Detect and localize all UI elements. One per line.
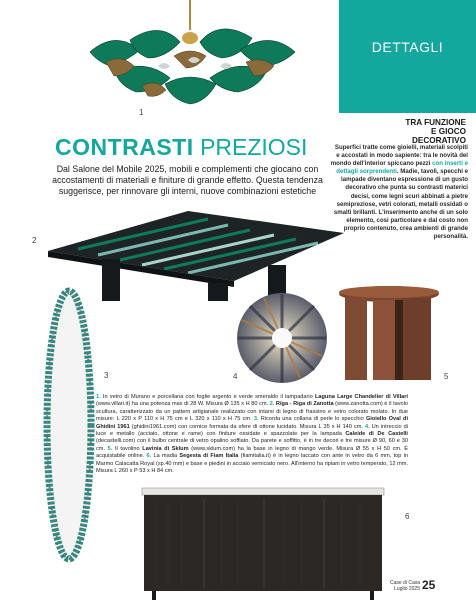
caption-product: Riga - Riga di Zanotta: [274, 401, 334, 408]
chandelier-image: [70, 0, 310, 112]
sidebar-body-accent: con inserti e dettagli sorprendenti: [336, 160, 468, 176]
caption-part: Il tavolino: [112, 445, 143, 452]
caption-product: Laguna Large Chandelier di Villari: [314, 394, 408, 400]
caption-part: In vetro di Murano e porcellana con foglie argento e verde smeraldo il lampadario: [100, 394, 315, 400]
sidebar-body-text: . Madie, tavoli, specchi e lampade diventano espressione di un gusto decorativo che punta su contrasti materici decisi, come legni scuri abbinati a pietre semipreziose, vetri colorati, metalli ossidati o smalti brillanti. L'inserimento anche di un solo elemento, così particolare e dal costo non proprio contenuto, crea ambienti di grande personalità.: [333, 168, 468, 241]
sidebar-title-line: DECORATIVO: [412, 136, 466, 145]
caption-number: 4.: [364, 423, 370, 430]
figure-number-4: 4: [233, 372, 238, 381]
sidebar-title-line: TRA FUNZIONE: [405, 118, 466, 127]
caption-product: Caleide di De Castelli: [345, 431, 408, 438]
magazine-name: [380, 580, 420, 592]
figure-number-2: 2: [32, 236, 37, 245]
caption-product: Lavinia di Sklum: [142, 445, 189, 452]
caption-part: (www.villari.it) ha una potenza max di 28 W. Misura Ø 135 x H 80 cm.: [96, 401, 270, 408]
caption-part: (decastelli.com) con il bulbo centrale di vetro opalino soffiato. Da parete e soffitto, è in tre decori e tre misure Ø 90, 60 e 30 cm.: [96, 438, 408, 452]
caption-product: Segesta di Fiam Italia: [179, 453, 239, 460]
caption-part: Ricorda una collana di perle lo specchio: [258, 416, 366, 423]
caption-text: [96, 394, 408, 475]
caption-number: 3.: [253, 416, 259, 423]
sidebar-tab-label: DETTAGLI: [371, 39, 444, 55]
lamp-image: [236, 292, 328, 384]
figure-number-1: 1: [139, 108, 144, 117]
page-number: 25: [422, 578, 436, 592]
deck-text: Dal Salone del Mobile 2025, mobili e complementi che giocano con accostamenti di materiali e finiture di grande effetto. Questa tendenza suggerisce, per rinnovare gli interni, nuove combinazioni estetiche: [52, 164, 323, 196]
caption-part: (fiamitalia.it) è in legno laccato con ante in vetro da 6 mm, top in Marmo Calacatta Royal (sp.40 mm) e base e piedini in acciaio verniciato nero. All'interno ha ripiani in vetro temperato, 12 mm. Misura L 260 x P 53 x H 84 cm.: [96, 453, 408, 475]
caption-number: 5.: [107, 445, 113, 452]
side-table-image: [333, 284, 445, 384]
figure-number-5: 5: [444, 372, 449, 381]
caption-part: (www.zanotta.com) è il tavolo scultura, caratterizzato da un pattern artigianale realizzato con intarsi di legno di frassino e vetro colorato molato. In due misure: L 220 x P 110 x H 75 cm e L 320 x 110 x H 75 cm.: [96, 401, 408, 423]
magazine-title: Case di Casa: [389, 580, 420, 586]
caption-part: La madia: [151, 453, 180, 460]
sidebar-body-text: Superfici tratte come gioielli, materiali scolpiti e accostati in modo sapiente: tra le novità del mondo dell'interior spiccano pezzi: [330, 144, 468, 168]
page-title: [55, 134, 355, 160]
caption-product: Gioiello Oval di Ghidini 1961: [96, 416, 409, 430]
title-bold: CONTRASTI: [55, 134, 194, 160]
sideboard-image: [138, 486, 388, 600]
caption-part: (ghidini1961.com) con cornice formata da sfere di ottone lucidato. Misura L 35 x H 140 cm.: [129, 423, 365, 430]
magazine-issue: Luglio 2025: [394, 586, 420, 592]
caption-part: Un intreccio di luce e metallo (acciaio, ottone e rame) con finiture ossidate e spazzolate per la lampada: [96, 423, 409, 438]
caption-number: 1.: [96, 394, 101, 400]
figure-number-3: 3: [104, 371, 109, 380]
sidebar-title-line: E GIOCO: [430, 127, 466, 136]
figure-number-6: 6: [405, 512, 410, 521]
sidebar-title: [338, 118, 466, 145]
caption-number: 2.: [269, 401, 275, 408]
caption-number: 6.: [146, 453, 152, 460]
title-light: PREZIOSI: [200, 134, 308, 160]
caption-part: (www.sklum.com) ha la base in legno di mango verde. Misura Ø 55 x H 50 cm. È acquistabile online.: [96, 445, 408, 460]
sidebar-tab: [339, 0, 476, 113]
